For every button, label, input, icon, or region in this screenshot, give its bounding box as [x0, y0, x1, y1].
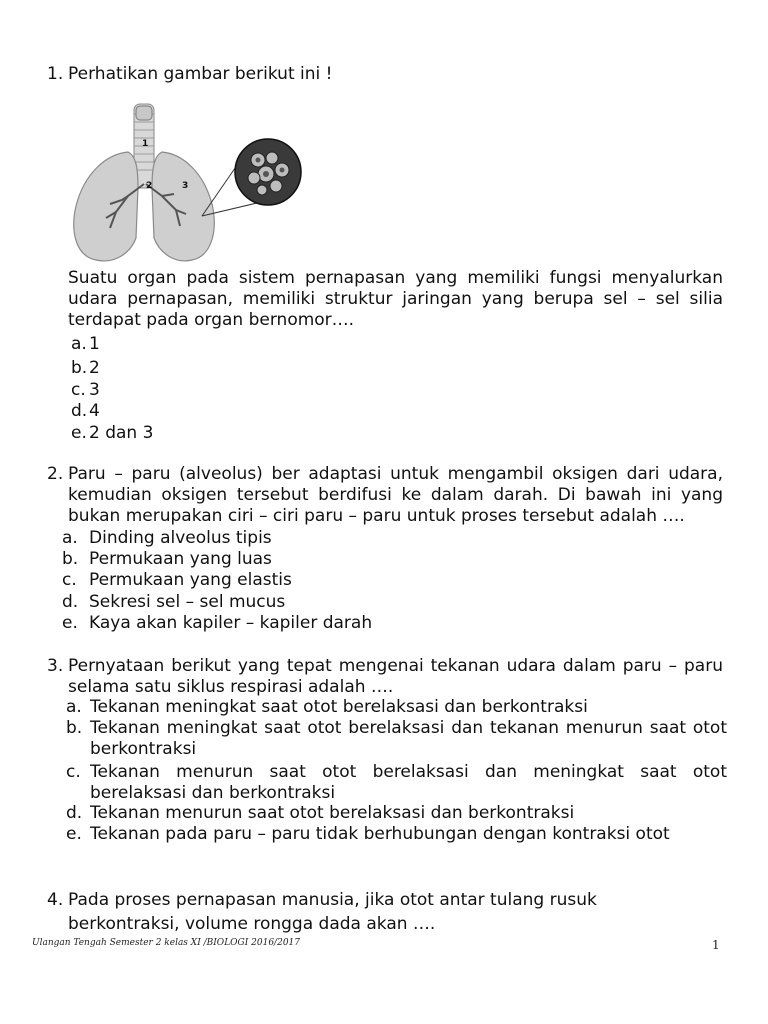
- q2-option-e[interactable]: [62, 613, 372, 634]
- option-letter: a.: [66, 697, 82, 717]
- option-text: Sekresi sel – sel mucus: [89, 592, 286, 612]
- q1-option-b[interactable]: [71, 358, 100, 379]
- option-text: 3: [89, 380, 100, 400]
- option-text: Kaya akan kapiler – kapiler darah: [89, 613, 373, 633]
- option-text: Tekanan meningkat saat otot berelaksasi dan berkontraksi: [90, 697, 588, 717]
- option-letter: b.: [62, 549, 79, 569]
- figure-label-3: 3: [182, 181, 189, 191]
- option-text: Tekanan menurun saat otot berelaksasi dan meningkat saat otot berelaksasi dan berkontraksi: [90, 762, 727, 803]
- option-text: Permukaan yang luas: [89, 549, 272, 569]
- question-4-stem-line-2: berkontraksi, volume rongga dada akan ….: [68, 914, 436, 934]
- option-letter: a.: [71, 334, 87, 354]
- question-4: [47, 888, 727, 936]
- option-letter: e.: [66, 824, 82, 844]
- option-text: Dinding alveolus tipis: [89, 528, 272, 548]
- question-3: [47, 656, 727, 698]
- question-1-stem: [47, 268, 727, 334]
- figure-label-1: 1: [142, 139, 149, 149]
- option-letter: b.: [71, 358, 88, 378]
- q3-option-d[interactable]: [66, 803, 727, 824]
- q1-option-e[interactable]: [71, 423, 153, 444]
- q2-option-a[interactable]: [62, 528, 272, 549]
- option-letter: d.: [66, 803, 83, 823]
- page-footer: Ulangan Tengah Semester 2 kelas XI /BIOLOGI 2016/2017: [32, 938, 300, 948]
- option-letter: d.: [62, 592, 79, 612]
- option-text: 1: [89, 334, 100, 354]
- option-text: Permukaan yang elastis: [89, 570, 292, 590]
- question-2-number: 2.: [47, 464, 64, 484]
- option-text: 2: [89, 358, 100, 378]
- question-2-stem: Paru – paru (alveolus) ber adaptasi untuk mengambil oksigen dari udara, kemudian oksigen tersebut berdifusi ke dalam darah. Di bawah ini yang bukan merupakan ciri – ciri paru – paru untuk proses tersebut adalah ….: [68, 464, 723, 526]
- q2-option-c[interactable]: [62, 570, 292, 591]
- option-letter: a.: [62, 528, 78, 548]
- option-letter: e.: [71, 423, 87, 443]
- question-1-stem-text: Suatu organ pada sistem pernapasan yang memiliki fungsi menyalurkan udara pernapasan, memiliki struktur jaringan yang berupa sel – sel silia terdapat pada organ bernomor….: [68, 268, 723, 330]
- option-letter: c.: [62, 570, 77, 590]
- question-3-number: 3.: [47, 656, 64, 676]
- lungs-diagram: [66, 96, 310, 266]
- page-number: 1: [712, 938, 720, 952]
- q3-option-c[interactable]: [66, 762, 727, 804]
- question-4-number: 4.: [47, 890, 64, 910]
- q1-option-d[interactable]: [71, 401, 100, 422]
- option-letter: d.: [71, 401, 88, 421]
- q2-option-b[interactable]: [62, 549, 272, 570]
- question-1-prompt: Perhatikan gambar berikut ini !: [68, 64, 333, 84]
- option-text: 2 dan 3: [89, 423, 154, 443]
- option-letter: e.: [62, 613, 78, 633]
- question-2: [47, 464, 727, 530]
- q3-option-a[interactable]: [66, 697, 727, 718]
- option-letter: b.: [66, 718, 83, 738]
- option-text: Tekanan pada paru – paru tidak berhubungan dengan kontraksi otot: [90, 824, 670, 844]
- figure-label-2: 2: [146, 181, 153, 191]
- option-letter: c.: [66, 762, 81, 782]
- option-text: Tekanan meningkat saat otot berelaksasi dan tekanan menurun saat otot berkontraksi: [90, 718, 727, 759]
- option-letter: c.: [71, 380, 86, 400]
- question-4-stem-line-1: Pada proses pernapasan manusia, jika otot antar tulang rusuk: [68, 890, 597, 910]
- option-text: 4: [89, 401, 100, 421]
- q1-option-c[interactable]: [71, 380, 100, 401]
- q3-option-e[interactable]: [66, 824, 727, 845]
- q3-option-b[interactable]: [66, 718, 727, 760]
- q2-option-d[interactable]: [62, 592, 285, 613]
- option-text: Tekanan menurun saat otot berelaksasi dan berkontraksi: [90, 803, 575, 823]
- question-3-stem: Pernyataan berikut yang tepat mengenai tekanan udara dalam paru – paru selama satu siklus respirasi adalah ….: [68, 656, 723, 697]
- q1-option-a[interactable]: [71, 334, 100, 355]
- question-1-number: 1.: [47, 64, 64, 84]
